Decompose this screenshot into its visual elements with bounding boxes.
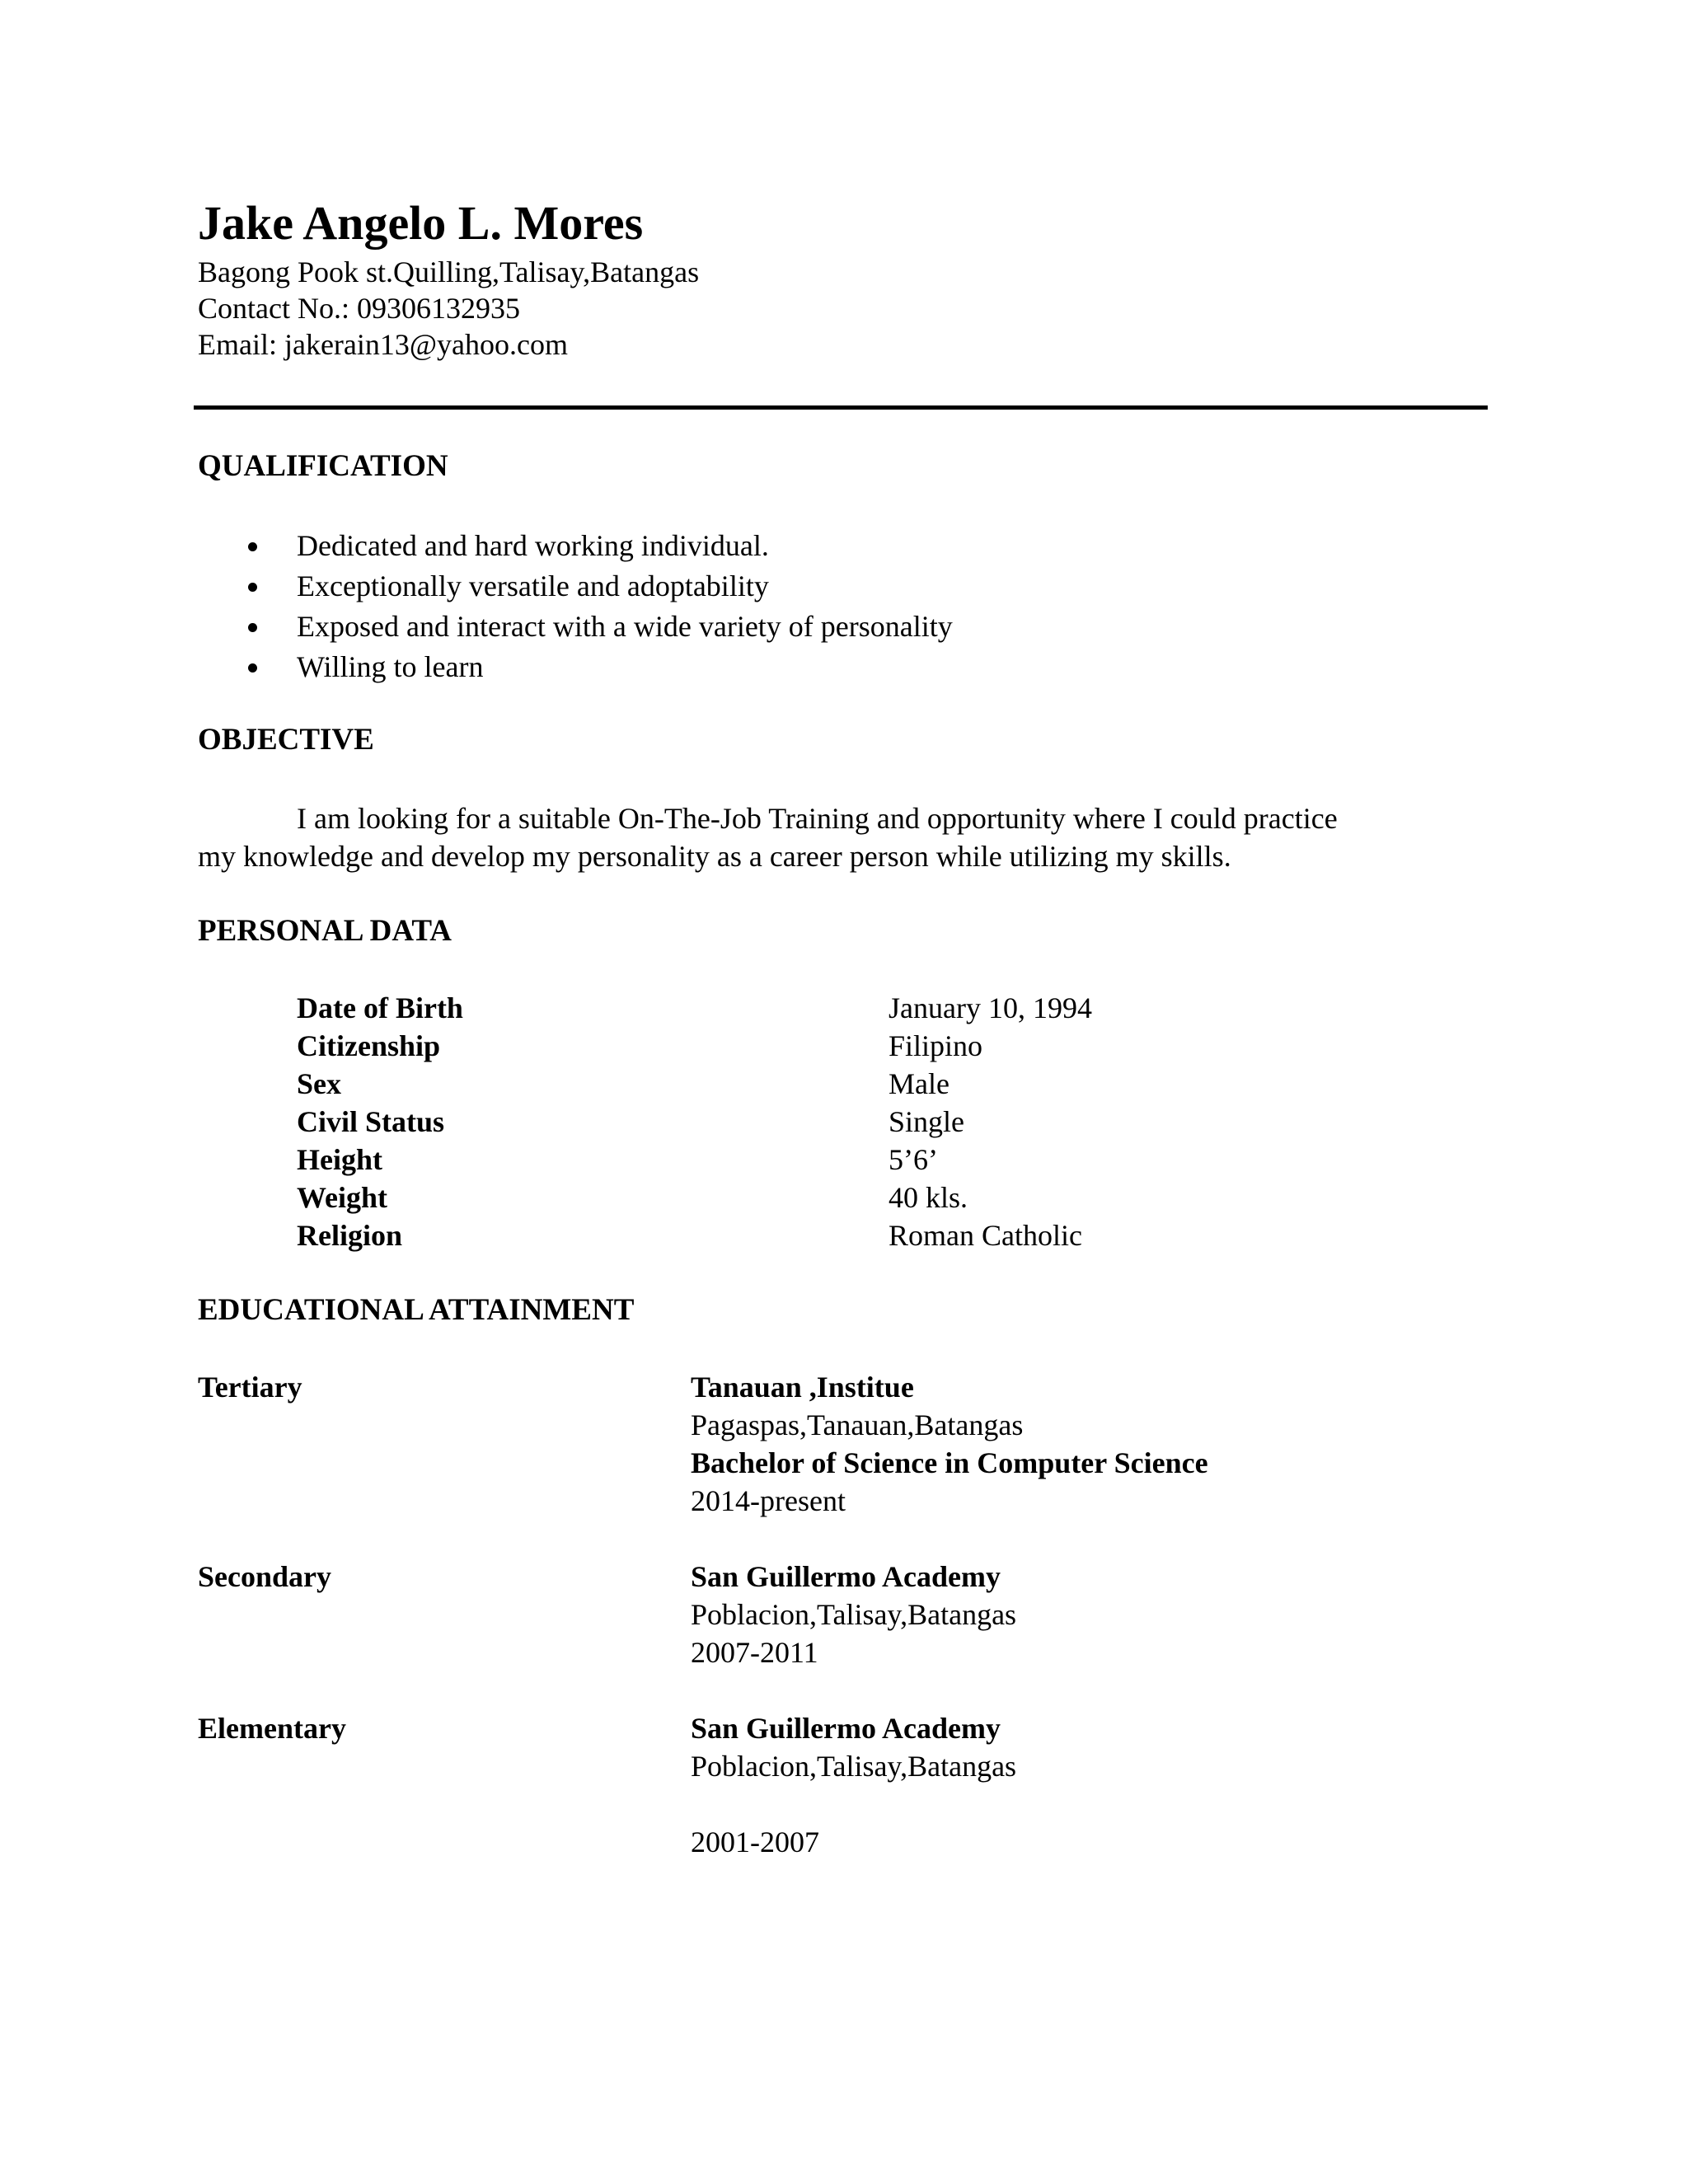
qualification-text: Dedicated and hard working individual.: [297, 529, 769, 562]
contact-number-line: Contact No.: 09306132935: [198, 292, 520, 325]
personal-value: Roman Catholic: [889, 1219, 1082, 1252]
education-school: San Guillermo Academy: [691, 1712, 1001, 1745]
personal-label: Civil Status: [297, 1105, 445, 1138]
bullet-icon: [248, 623, 257, 632]
list-item: [198, 607, 953, 647]
personal-label: Weight: [297, 1181, 388, 1214]
education-years: 2014-present: [691, 1484, 846, 1517]
qualification-text: Exceptionally versatile and adoptability: [297, 569, 769, 602]
education-school: Tanauan ,Institue: [691, 1371, 914, 1404]
personal-label: Height: [297, 1143, 382, 1176]
qualification-text: Willing to learn: [297, 650, 484, 683]
list-item: [198, 526, 953, 566]
objective-heading: OBJECTIVE: [198, 723, 374, 757]
email-line: Email: jakerain13@yahoo.com: [198, 328, 569, 361]
bullet-icon: [248, 583, 257, 592]
personal-label: Date of Birth: [297, 991, 463, 1024]
education-level-tertiary: Tertiary: [198, 1371, 302, 1404]
objective-line: my knowledge and develop my personality as a career person while utilizing my skills.: [198, 840, 1231, 873]
personal-value: Single: [889, 1105, 965, 1138]
address-line: Bagong Pook st.Quilling,Talisay,Batangas: [198, 255, 700, 288]
education-address: Poblacion,Talisay,Batangas: [691, 1750, 1017, 1783]
education-course: Bachelor of Science in Computer Science: [691, 1446, 1208, 1479]
personal-label: Sex: [297, 1067, 341, 1100]
bullet-icon: [248, 542, 257, 551]
objective-paragraph: [198, 799, 1451, 875]
bullet-icon: [248, 663, 257, 673]
personal-label: Citizenship: [297, 1029, 441, 1062]
qualification-list: [198, 526, 953, 687]
list-item: [198, 566, 953, 607]
personal-value: Filipino: [889, 1029, 983, 1062]
education-school: San Guillermo Academy: [691, 1560, 1001, 1593]
personal-value: 40 kls.: [889, 1181, 968, 1214]
personal-value: 5’6’: [889, 1143, 938, 1176]
objective-line: I am looking for a suitable On-The-Job Training and opportunity where I could practice: [297, 802, 1338, 835]
education-years: 2007-2011: [691, 1636, 818, 1669]
education-level-secondary: Secondary: [198, 1560, 331, 1593]
education-heading: EDUCATIONAL ATTAINMENT: [198, 1293, 635, 1327]
personal-value: January 10, 1994: [889, 991, 1092, 1024]
personal-data-heading: PERSONAL DATA: [198, 914, 452, 948]
education-level-elementary: Elementary: [198, 1712, 346, 1745]
qualification-heading: QUALIFICATION: [198, 449, 448, 483]
applicant-name: Jake Angelo L. Mores: [198, 196, 644, 250]
education-years: 2001-2007: [691, 1825, 819, 1858]
education-address: Poblacion,Talisay,Batangas: [691, 1598, 1017, 1631]
header-divider: [194, 405, 1488, 410]
personal-label: Religion: [297, 1219, 403, 1252]
education-address: Pagaspas,Tanauan,Batangas: [691, 1408, 1024, 1441]
qualification-text: Exposed and interact with a wide variety of personality: [297, 610, 953, 643]
list-item: [198, 647, 953, 687]
personal-value: Male: [889, 1067, 950, 1100]
